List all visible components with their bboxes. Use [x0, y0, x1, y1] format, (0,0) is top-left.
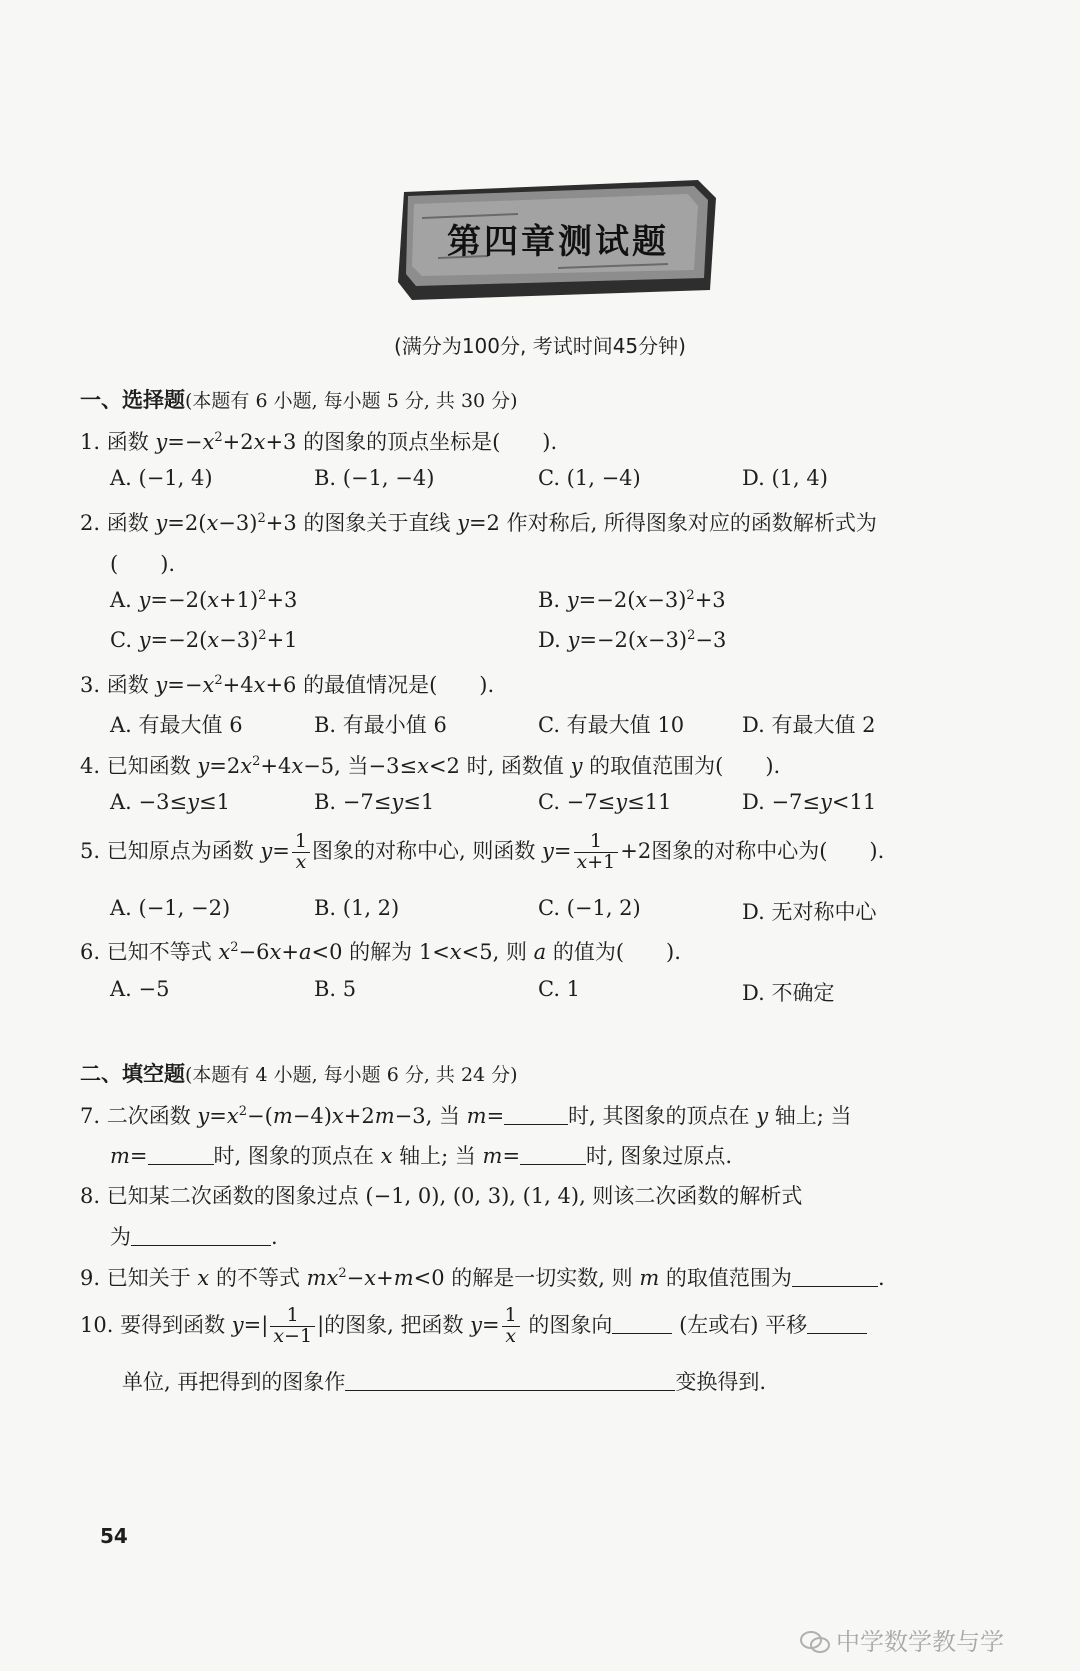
section1-note: (本题有 6 小题, 每小题 5 分, 共 30 分) [185, 390, 518, 412]
q10-text: 要得到函数 [120, 1312, 232, 1337]
q10-blank-3[interactable] [345, 1372, 675, 1391]
q1-option-a[interactable]: A. (−1, 4) [110, 466, 213, 490]
watermark [800, 1622, 1004, 1657]
q7-text-mid2: 时, 其图象的顶点在 [568, 1104, 757, 1128]
question-5: 5. 已知原点为函数 y= $\frac{1}{x}$ 图象的对称中心, 则函数 y= $\frac{1}{x+1}$ +2图象的对称中心为( ). [80, 830, 885, 873]
q10-blank-2[interactable] [807, 1315, 867, 1334]
q9-blank[interactable] [792, 1268, 878, 1287]
page-number: 54 [100, 1524, 128, 1548]
q4-text-mid2: 时, 函数值 [459, 754, 571, 778]
q4-option-d-label: D. [742, 790, 772, 814]
q5-option-d[interactable]: D. 无对称中心 [742, 900, 877, 924]
watermark-text: 中学数学教与学 [836, 1628, 1004, 1656]
q6-number: 6. [80, 940, 101, 964]
q1-number: 1. [80, 430, 101, 454]
q10-text-mid: 的图象, 把函数 [324, 1312, 471, 1337]
q3-text: 函数 [106, 673, 156, 697]
q1-option-d[interactable]: D. (1, 4) [742, 466, 828, 490]
q7-text-end: 轴上; 当 [768, 1104, 852, 1128]
q2-text-end: 作对称后, 所得图象对应的函数解析式为 [499, 511, 877, 535]
q9-text-mid: 的不等式 [209, 1266, 307, 1290]
question-9: 9. 已知关于 x 的不等式 $mx^2-x+m<0$ 的解是一切实数, 则 m 的取值范围为 . [80, 1266, 885, 1290]
question-2: 2. 函数 $y=2(x-3)^2+3$ 的图象关于直线 y=2 作对称后, 所得图象对应的函数解析式为 [80, 511, 877, 535]
q6-option-a[interactable]: A. −5 [110, 977, 170, 1001]
q5-option-c[interactable]: C. (−1, 2) [538, 896, 641, 920]
q7-line2-text-b: 轴上; 当 [392, 1144, 483, 1168]
exam-subtitle: (满分为100分, 考试时间45分钟) [394, 334, 686, 358]
section2-header [80, 1058, 518, 1088]
q2-number: 2. [80, 511, 101, 535]
q10-line2-text-b: 变换得到. [675, 1370, 767, 1394]
q5-option-a[interactable]: A. (−1, −2) [110, 896, 231, 920]
q4-text-end: 的取值范围为( ). [582, 754, 781, 778]
q10-text-mid3: (左或右) 平移 [672, 1312, 808, 1337]
q6-text: 已知不等式 [106, 940, 219, 964]
q7-text: 二次函数 [106, 1104, 198, 1128]
page-title: 第四章测试题 [447, 222, 669, 262]
q8-number: 8. [80, 1184, 101, 1208]
section2-note: (本题有 4 小题, 每小题 6 分, 共 24 分) [185, 1064, 518, 1086]
q8-line2 [110, 1221, 278, 1251]
q7-blank-1[interactable] [504, 1106, 568, 1125]
q2-option-a[interactable]: A. $y=-2(x+1)^2+3$ [110, 588, 298, 612]
question-7: 7. 二次函数 $y=x^2-(m-4)x+2m-3$, 当 m= 时, 其图象的顶点在 y 轴上; 当 [80, 1104, 852, 1128]
q2-option-b[interactable]: B. $y=-2(x-3)^2+3$ [538, 588, 726, 612]
q2-option-c[interactable]: C. $y=-2(x-3)^2+1$ [110, 628, 298, 652]
q1-option-b[interactable]: B. (−1, −4) [314, 466, 435, 490]
section1-heading: 一、选择题 [80, 388, 185, 412]
wechat-icon [800, 1631, 830, 1653]
q4-option-c[interactable]: C. −7≤y≤11 [538, 790, 672, 814]
q5-number: 5. [80, 838, 101, 863]
q1-option-c[interactable]: C. (1, −4) [538, 466, 641, 490]
q1-text-end: 的图象的顶点坐标是( ). [296, 430, 558, 454]
title-board [398, 178, 718, 300]
q5-fraction-2: $\frac{1}{x+1}$ [574, 832, 619, 873]
q10-text-mid2: 的图象向 [521, 1312, 613, 1337]
q7-text-mid: , 当 [425, 1104, 467, 1128]
q3-text-end: 的最值情况是( ). [296, 673, 495, 697]
q5-fraction-1: $\frac{1}{x}$ [292, 832, 310, 873]
q2-text: 函数 [106, 511, 156, 535]
q4-option-b-label: B. [314, 790, 343, 814]
q3-option-b[interactable]: B. 有最小值 6 [314, 713, 447, 737]
q9-text-mid2: 的解是一切实数, 则 [444, 1266, 640, 1290]
question-3: 3. 函数 $y=-x^2+4x+6$ 的最值情况是( ). [80, 673, 495, 697]
q6-option-c[interactable]: C. 1 [538, 977, 581, 1001]
q8-line2-text: 为 [110, 1225, 131, 1249]
q7-blank-3[interactable] [520, 1146, 586, 1165]
q10-number: 10. [80, 1312, 114, 1337]
q4-text: 已知函数 [106, 754, 198, 778]
question-8 [80, 1180, 802, 1210]
q4-option-a[interactable]: A. −3≤y≤1 [110, 790, 230, 814]
q9-text: 已知关于 [106, 1266, 198, 1290]
q7-line2: m= 时, 图象的顶点在 x 轴上; 当 m= 时, 图象过原点. [110, 1144, 733, 1168]
q1-text: 函数 [106, 430, 156, 454]
q3-option-a[interactable]: A. 有最大值 6 [110, 713, 243, 737]
q10-line2-text-a: 单位, 再把得到的图象作 [122, 1370, 346, 1394]
q9-end: . [877, 1266, 885, 1290]
q8-text: 已知某二次函数的图象过点 (−1, 0), (0, 3), (1, 4), 则该二次函数的解析式 [106, 1184, 803, 1208]
q9-text-end: 的取值范围为 [659, 1266, 792, 1290]
q3-option-c[interactable]: C. 有最大值 10 [538, 713, 685, 737]
q4-option-b[interactable]: B. −7≤y≤1 [314, 790, 435, 814]
q4-number: 4. [80, 754, 101, 778]
q7-line2-text-a: 时, 图象的顶点在 [213, 1144, 381, 1168]
q6-text-mid: 的解为 [342, 940, 419, 964]
q2-option-d-label: D. [538, 628, 568, 652]
q10-fraction-1: $\frac{1}{x-1}$ [270, 1306, 315, 1347]
q6-option-d[interactable]: D. 不确定 [742, 981, 835, 1005]
question-10: 10. 要得到函数 y=| $\frac{1}{x-1}$ |的图象, 把函数 y= $\frac{1}{x}$ 的图象向 (左或右) 平移 [80, 1306, 867, 1347]
q3-option-d[interactable]: D. 有最大值 2 [742, 713, 876, 737]
q6-text-mid2: , 则 [492, 940, 534, 964]
q4-option-c-label: C. [538, 790, 567, 814]
q2-option-a-label: A. [110, 588, 139, 612]
q2-option-c-label: C. [110, 628, 139, 652]
q8-end: . [271, 1225, 278, 1249]
q4-option-d[interactable]: D. −7≤y<11 [742, 790, 877, 814]
q3-number: 3. [80, 673, 101, 697]
section2-heading: 二、填空题 [80, 1062, 185, 1086]
q6-text-end: 的值为( ). [546, 940, 681, 964]
q4-text-mid: , 当 [334, 754, 369, 778]
q10-line2 [122, 1366, 766, 1396]
question-6: 6. 已知不等式 $x^2-6x+a<0$ 的解为 1<x<5, 则 a 的值为( ). [80, 940, 681, 964]
question-4: 4. 已知函数 $y=2x^2+4x-5$, 当−3≤x<2 时, 函数值 y 的取值范围为( ). [80, 754, 781, 778]
q10-blank-1[interactable] [612, 1315, 672, 1334]
q2-text-mid: 的图象关于直线 [296, 511, 458, 535]
q5-text-end: 图象的对称中心为( ). [651, 838, 885, 863]
q7-line2-text-c: 时, 图象过原点. [586, 1144, 733, 1168]
q5-text-mid: 图象的对称中心, 则函数 [312, 838, 543, 863]
q2-line2: ( ). [110, 552, 176, 576]
q8-blank[interactable] [131, 1227, 271, 1246]
q2-option-d[interactable]: D. $y=-2(x-3)^2-3$ [538, 628, 727, 652]
question-1: 1. 函数 $y=-x^2+2x+3$ 的图象的顶点坐标是( ). [80, 430, 558, 454]
q9-number: 9. [80, 1266, 101, 1290]
q4-option-a-label: A. [110, 790, 139, 814]
q5-option-b[interactable]: B. (1, 2) [314, 896, 400, 920]
q7-blank-2[interactable] [148, 1146, 214, 1165]
q7-number: 7. [80, 1104, 101, 1128]
q6-option-b[interactable]: B. 5 [314, 977, 357, 1001]
q5-text: 已知原点为函数 [106, 838, 261, 863]
q10-fraction-2: $\frac{1}{x}$ [502, 1306, 520, 1347]
section1-header [80, 384, 518, 414]
q2-option-b-label: B. [538, 588, 567, 612]
